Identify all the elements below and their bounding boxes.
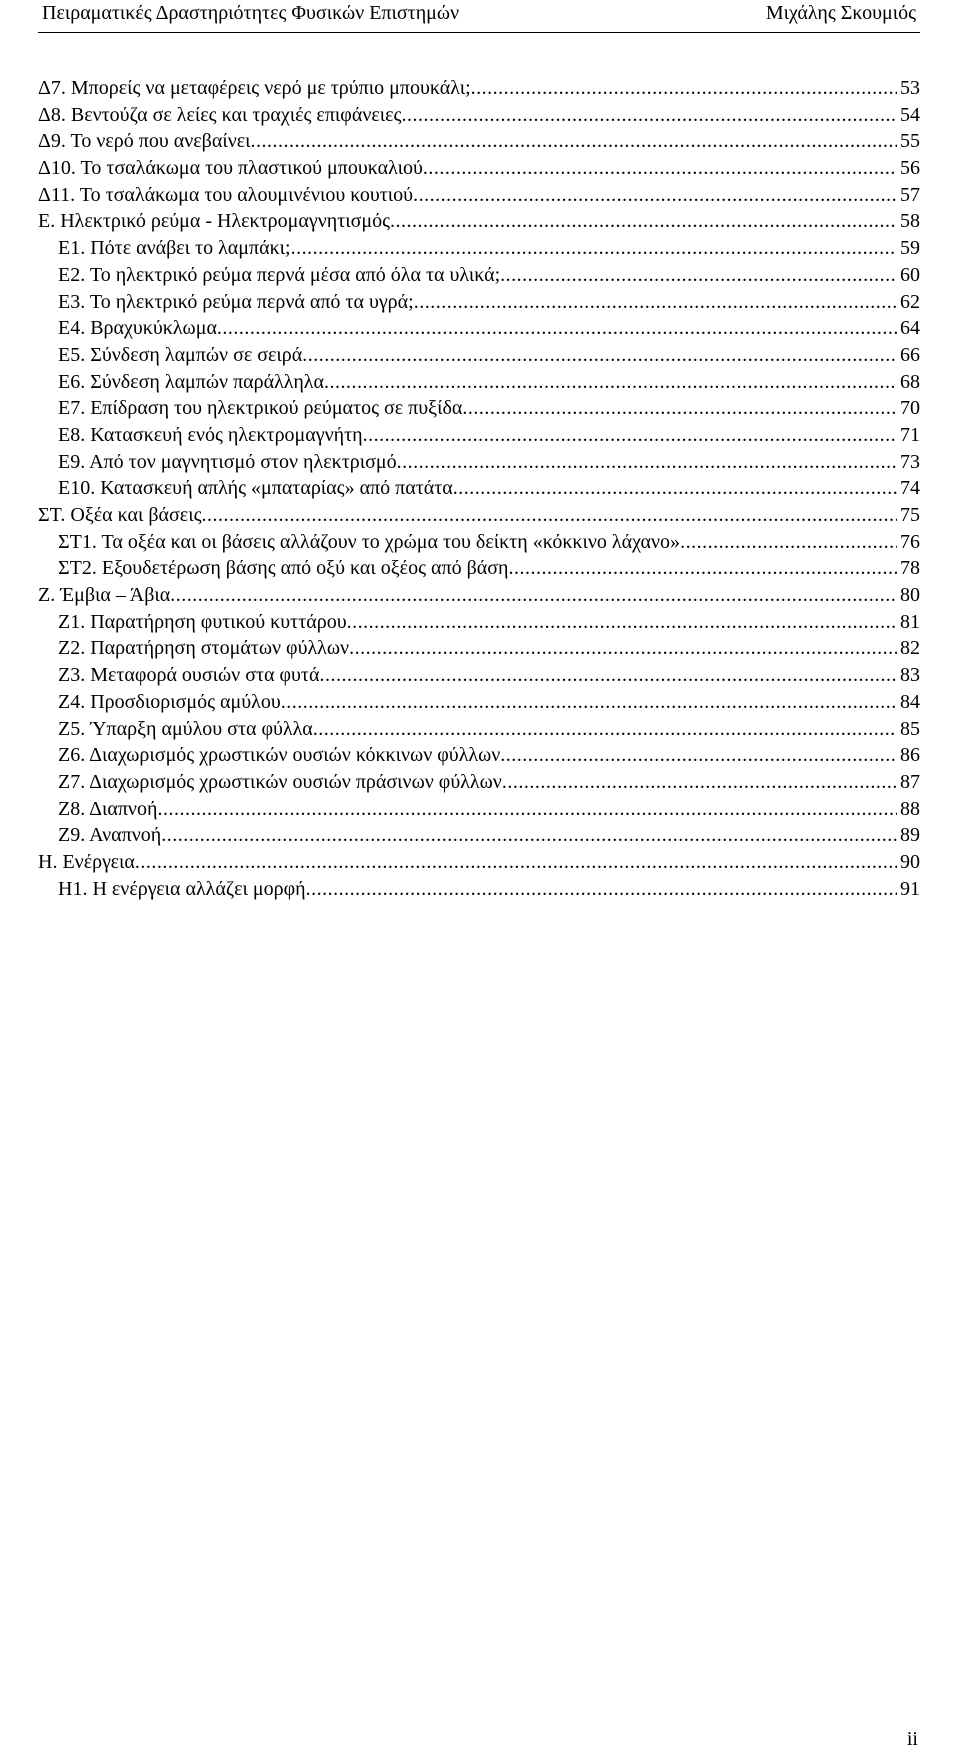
toc-entry-page-number: 84 <box>900 690 920 713</box>
toc-entry-page-number: 88 <box>900 797 920 820</box>
toc-entry-page-number: 74 <box>900 477 920 500</box>
toc-entry[interactable] <box>38 422 920 449</box>
toc-dot-leader <box>161 822 897 849</box>
toc-entry-page-number: 87 <box>900 770 920 793</box>
toc-entry-page-number: 58 <box>900 210 920 233</box>
toc-entry[interactable] <box>38 849 920 876</box>
toc-entry-title: Ε8. Κατασκευή ενός ηλεκτρομαγνήτη <box>58 423 363 446</box>
toc-dot-leader <box>502 769 897 796</box>
toc-entry-page-number: 71 <box>900 423 920 446</box>
table-of-contents <box>38 75 920 902</box>
toc-entry-page-number: 60 <box>900 263 920 286</box>
toc-entry[interactable] <box>38 449 920 476</box>
toc-entry[interactable] <box>38 555 920 582</box>
toc-entry-title: Ζ7. Διαχωρισμός χρωστικών ουσιών πράσινων φύλλων <box>58 770 502 793</box>
toc-dot-leader <box>135 849 897 876</box>
toc-dot-leader <box>413 182 897 209</box>
toc-entry-title: Ζ3. Μεταφορά ουσιών στα φυτά <box>58 664 320 687</box>
toc-entry[interactable] <box>38 796 920 823</box>
toc-entry-title: Δ8. Βεντούζα σε λείες και τραχιές επιφάνειες <box>38 103 402 126</box>
toc-entry-title: Δ11. Το τσαλάκωμα του αλουμινένιου κουτιού <box>38 183 414 206</box>
toc-dot-leader <box>291 235 897 262</box>
toc-entry[interactable] <box>38 315 920 342</box>
toc-entry[interactable] <box>38 716 920 743</box>
toc-entry[interactable] <box>38 395 920 422</box>
toc-entry[interactable] <box>38 502 920 529</box>
toc-entry[interactable] <box>38 289 920 316</box>
toc-entry-title: Ε7. Επίδραση του ηλεκτρικού ρεύματος σε πυξίδα <box>58 397 463 420</box>
toc-dot-leader <box>471 75 897 102</box>
toc-dot-leader <box>324 369 897 396</box>
toc-dot-leader <box>349 635 897 662</box>
toc-entry-page-number: 81 <box>900 610 920 633</box>
toc-entry-title: ΣΤ. Οξέα και βάσεις <box>38 504 202 526</box>
toc-dot-leader <box>281 689 897 716</box>
toc-entry-title: Ε9. Από τον μαγνητισμό στον ηλεκτρισμό <box>58 450 397 473</box>
toc-dot-leader <box>306 876 897 903</box>
toc-entry[interactable] <box>38 582 920 609</box>
toc-entry-title: Ε1. Πότε ανάβει το λαμπάκι; <box>58 237 291 260</box>
toc-entry-title: Η. Ενέργεια <box>38 850 135 873</box>
toc-entry-title: Ε10. Κατασκευή απλής «μπαταρίας» από πατάτα <box>58 477 453 500</box>
toc-dot-leader <box>500 742 897 769</box>
toc-dot-leader <box>500 262 897 289</box>
toc-entry-page-number: 59 <box>900 237 920 260</box>
header-author: Μιχάλης Σκουμιός <box>765 2 916 24</box>
toc-entry-title: Ζ5. Ύπαρξη αμύλου στα φύλλα <box>58 717 313 740</box>
toc-dot-leader <box>202 502 897 529</box>
toc-dot-leader <box>401 102 897 129</box>
toc-entry-title: Δ7. Μπορείς να μεταφέρεις νερό με τρύπιο μπουκάλι; <box>38 77 471 99</box>
toc-entry-title: ΣΤ1. Τα οξέα και οι βάσεις αλλάζουν το χρώμα του δείκτη «κόκκινο λάχανο» <box>58 530 681 553</box>
toc-dot-leader <box>414 289 897 316</box>
toc-entry[interactable] <box>38 742 920 769</box>
toc-entry-page-number: 85 <box>900 717 920 740</box>
toc-entry-title: Ζ9. Αναπνοή <box>58 824 162 847</box>
toc-entry-page-number: 62 <box>900 290 920 313</box>
toc-entry-page-number: 76 <box>900 530 920 553</box>
toc-entry-title: Ζ1. Παρατήρηση φυτικού κυττάρου <box>58 610 347 633</box>
toc-entry-page-number: 53 <box>900 77 920 99</box>
toc-entry-title: Η1. Η ενέργεια αλλάζει μορφή <box>58 877 306 900</box>
toc-entry-title: Ε6. Σύνδεση λαμπών παράλληλα <box>58 370 324 393</box>
toc-dot-leader <box>347 609 897 636</box>
toc-entry[interactable] <box>38 876 920 903</box>
toc-entry-page-number: 68 <box>900 370 920 393</box>
page-number: ii <box>906 1728 918 1750</box>
toc-entry-page-number: 56 <box>900 157 920 180</box>
toc-dot-leader <box>397 449 897 476</box>
toc-dot-leader <box>390 208 897 235</box>
toc-dot-leader <box>319 662 897 689</box>
toc-entry[interactable] <box>38 369 920 396</box>
toc-entry-page-number: 70 <box>900 397 920 420</box>
toc-dot-leader <box>680 529 897 556</box>
toc-entry-page-number: 73 <box>900 450 920 473</box>
toc-entry-page-number: 82 <box>900 637 920 660</box>
toc-entry-page-number: 91 <box>900 877 920 900</box>
toc-entry-page-number: 83 <box>900 664 920 687</box>
toc-entry-page-number: 55 <box>900 130 920 153</box>
page-header <box>42 0 916 32</box>
toc-dot-leader <box>170 582 897 609</box>
toc-entry-page-number: 64 <box>900 317 920 340</box>
toc-dot-leader <box>462 395 897 422</box>
toc-entry[interactable] <box>38 475 920 502</box>
toc-entry[interactable] <box>38 689 920 716</box>
toc-entry[interactable] <box>38 529 920 556</box>
toc-dot-leader <box>251 128 897 155</box>
toc-entry-title: Ε. Ηλεκτρικό ρεύμα - Ηλεκτρομαγνητισμός <box>38 210 391 233</box>
toc-entry-page-number: 66 <box>900 343 920 366</box>
toc-entry[interactable] <box>38 342 920 369</box>
toc-entry-title: Ζ4. Προσδιορισμός αμύλου <box>58 690 281 713</box>
toc-entry-page-number: 90 <box>900 850 920 873</box>
toc-dot-leader <box>423 155 897 182</box>
toc-entry[interactable] <box>38 662 920 689</box>
toc-entry-title: Ζ2. Παρατήρηση στομάτων φύλλων <box>58 637 350 660</box>
toc-entry[interactable] <box>38 262 920 289</box>
toc-entry-title: Ζ8. Διαπνοή <box>58 797 158 820</box>
toc-entry-title: Ε5. Σύνδεση λαμπών σε σειρά <box>58 343 303 366</box>
toc-entry-page-number: 89 <box>900 824 920 847</box>
toc-entry[interactable] <box>38 769 920 796</box>
toc-entry[interactable] <box>38 635 920 662</box>
toc-dot-leader <box>508 555 897 582</box>
toc-entry-title: Ε3. Το ηλεκτρικό ρεύμα περνά από τα υγρά; <box>58 290 414 313</box>
toc-entry-title: ΣΤ2. Εξουδετέρωση βάσης από οξύ και οξέος από βάση <box>58 557 509 580</box>
toc-entry-page-number: 57 <box>900 183 920 206</box>
toc-dot-leader <box>157 796 897 823</box>
toc-dot-leader <box>313 716 897 743</box>
toc-entry[interactable] <box>38 155 920 182</box>
toc-entry[interactable] <box>38 128 920 155</box>
toc-entry[interactable] <box>38 182 920 209</box>
toc-dot-leader <box>363 422 897 449</box>
toc-entry-page-number: 78 <box>900 557 920 580</box>
toc-entry[interactable] <box>38 822 920 849</box>
header-divider <box>38 32 920 33</box>
toc-entry-title: Ζ6. Διαχωρισμός χρωστικών ουσιών κόκκινων φύλλων <box>58 744 501 767</box>
toc-entry-title: Ζ. Έμβια – Άβια <box>38 584 171 607</box>
toc-dot-leader <box>453 475 897 502</box>
toc-entry-title: Ε2. Το ηλεκτρικό ρεύμα περνά μέσα από όλα τα υλικά; <box>58 263 501 286</box>
toc-entry[interactable] <box>38 609 920 636</box>
toc-entry-page-number: 54 <box>900 103 920 126</box>
toc-dot-leader <box>217 315 897 342</box>
header-title: Πειραματικές Δραστηριότητες Φυσικών Επιστημών <box>42 2 460 24</box>
toc-entry-title: Ε4. Βραχυκύκλωμα <box>58 317 217 340</box>
toc-entry-page-number: 75 <box>900 504 920 526</box>
toc-entry-page-number: 80 <box>900 584 920 607</box>
toc-dot-leader <box>302 342 897 369</box>
toc-entry[interactable] <box>38 208 920 235</box>
toc-entry[interactable] <box>38 75 920 102</box>
toc-entry[interactable] <box>38 235 920 262</box>
toc-entry-title: Δ10. Το τσαλάκωμα του πλαστικού μπουκαλιού <box>38 157 423 180</box>
toc-entry-title: Δ9. Το νερό που ανεβαίνει <box>38 130 251 153</box>
toc-entry[interactable] <box>38 102 920 129</box>
toc-entry-page-number: 86 <box>900 744 920 767</box>
